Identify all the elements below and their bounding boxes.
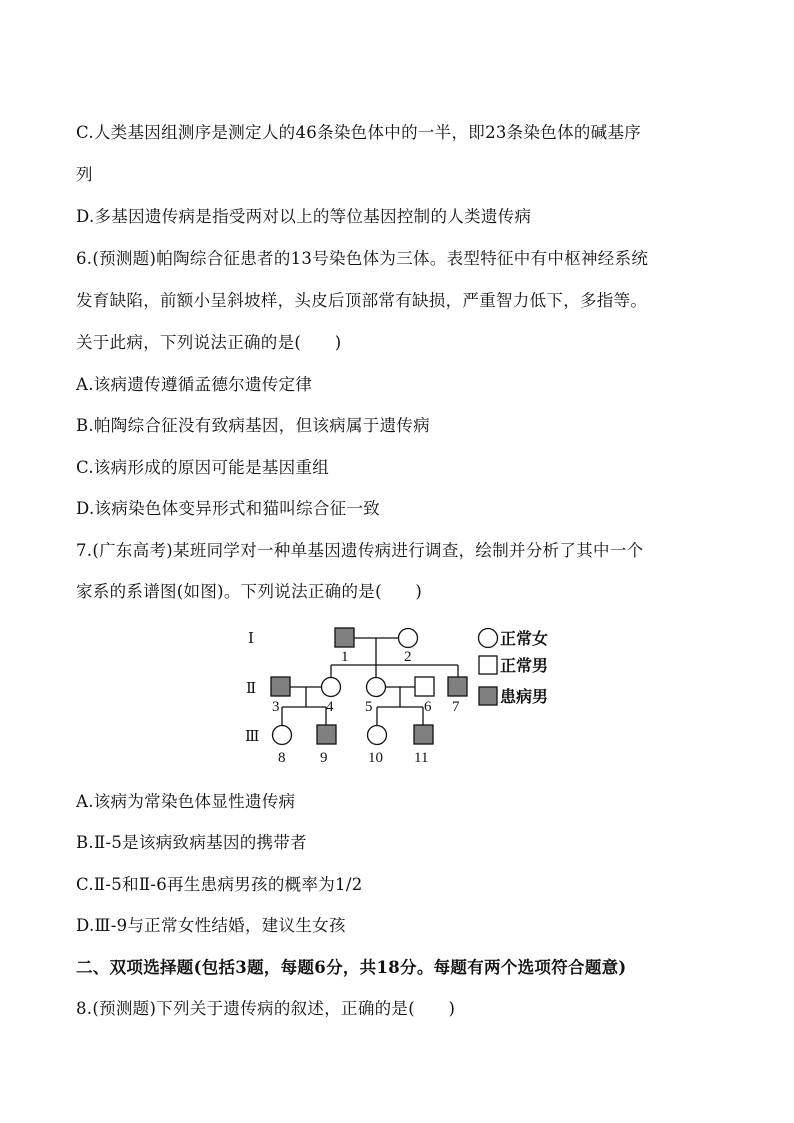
option-c-q5: C.人类基因组测序是测定人的46条染色体中的一半，即23条染色体的碱基序 — [76, 123, 642, 142]
option-b-q6: B.帕陶综合征没有致病基因，但该病属于遗传病 — [76, 416, 430, 435]
individual-3-affected-male — [271, 677, 290, 696]
label-9: 9 — [320, 750, 328, 766]
question-6-stem: 6.(预测题)帕陶综合征患者的13号染色体为三体。表型特征中有中枢神经系统 — [76, 249, 649, 268]
label-11: 11 — [414, 750, 429, 766]
individual-10-normal-female — [368, 726, 387, 745]
question-7-prompt: 家系的系谱图(如图)。下列说法正确的是( ) — [76, 582, 423, 601]
label-4: 4 — [326, 699, 334, 715]
label-2: 2 — [404, 649, 412, 665]
legend-normal-female-icon — [479, 629, 498, 648]
label-7: 7 — [452, 699, 460, 715]
label-6: 6 — [424, 699, 432, 715]
option-c-q7: C.Ⅱ-5和Ⅱ-6再生患病男孩的概率为1/2 — [76, 875, 363, 894]
legend-affected-male-label: 患病男 — [500, 689, 549, 706]
generation-label-1: Ⅰ — [248, 631, 254, 647]
label-8: 8 — [278, 750, 286, 766]
individual-2-normal-female — [399, 629, 418, 648]
question-8-stem: 8.(预测题)下列关于遗传病的叙述，正确的是( ) — [76, 999, 456, 1018]
option-c-q5-cont: 列 — [76, 165, 93, 184]
option-d-q7: D.Ⅲ-9与正常女性结婚，建议生女孩 — [76, 916, 346, 935]
option-a-q7: A.该病为常染色体显性遗传病 — [76, 792, 296, 811]
generation-label-3: Ⅲ — [245, 729, 260, 745]
individual-4-normal-female — [322, 678, 341, 697]
label-5: 5 — [365, 699, 373, 715]
option-d-q5: D.多基因遗传病是指受两对以上的等位基因控制的人类遗传病 — [76, 207, 532, 226]
legend-normal-male-icon — [479, 656, 497, 674]
individual-11-affected-male — [414, 725, 433, 744]
legend-normal-male-label: 正常男 — [500, 658, 549, 675]
individual-9-affected-male — [317, 725, 336, 744]
pedigree-chart — [240, 620, 570, 770]
individual-6-normal-male — [415, 677, 434, 696]
section-heading: 二、双项选择题(包括3题，每题6分，共18分。每题有两个选项符合题意) — [76, 958, 627, 977]
individual-7-affected-male — [448, 677, 467, 696]
option-a-q6: A.该病遗传遵循孟德尔遗传定律 — [76, 375, 313, 394]
label-10: 10 — [368, 750, 383, 766]
individual-1-affected-male — [335, 628, 354, 647]
option-c-q6: C.该病形成的原因可能是基因重组 — [76, 458, 330, 477]
question-6-prompt: 关于此病，下列说法正确的是( ) — [76, 333, 342, 352]
generation-label-2: Ⅱ — [246, 681, 257, 697]
individual-5-normal-female — [367, 678, 386, 697]
legend-normal-female-label: 正常女 — [500, 631, 549, 648]
individual-8-normal-female — [273, 726, 292, 745]
question-6-stem-cont: 发育缺陷，前额小呈斜坡样，头皮后顶部常有缺损，严重智力低下，多指等。 — [76, 291, 648, 310]
option-b-q7: B.Ⅱ-5是该病致病基因的携带者 — [76, 833, 307, 852]
question-7-stem: 7.(广东高考)某班同学对一种单基因遗传病进行调查，绘制并分析了其中一个 — [76, 541, 644, 560]
option-d-q6: D.该病染色体变异形式和猫叫综合征一致 — [76, 499, 381, 518]
legend-affected-male-icon — [479, 687, 497, 705]
label-1: 1 — [341, 649, 349, 665]
label-3: 3 — [272, 699, 280, 715]
